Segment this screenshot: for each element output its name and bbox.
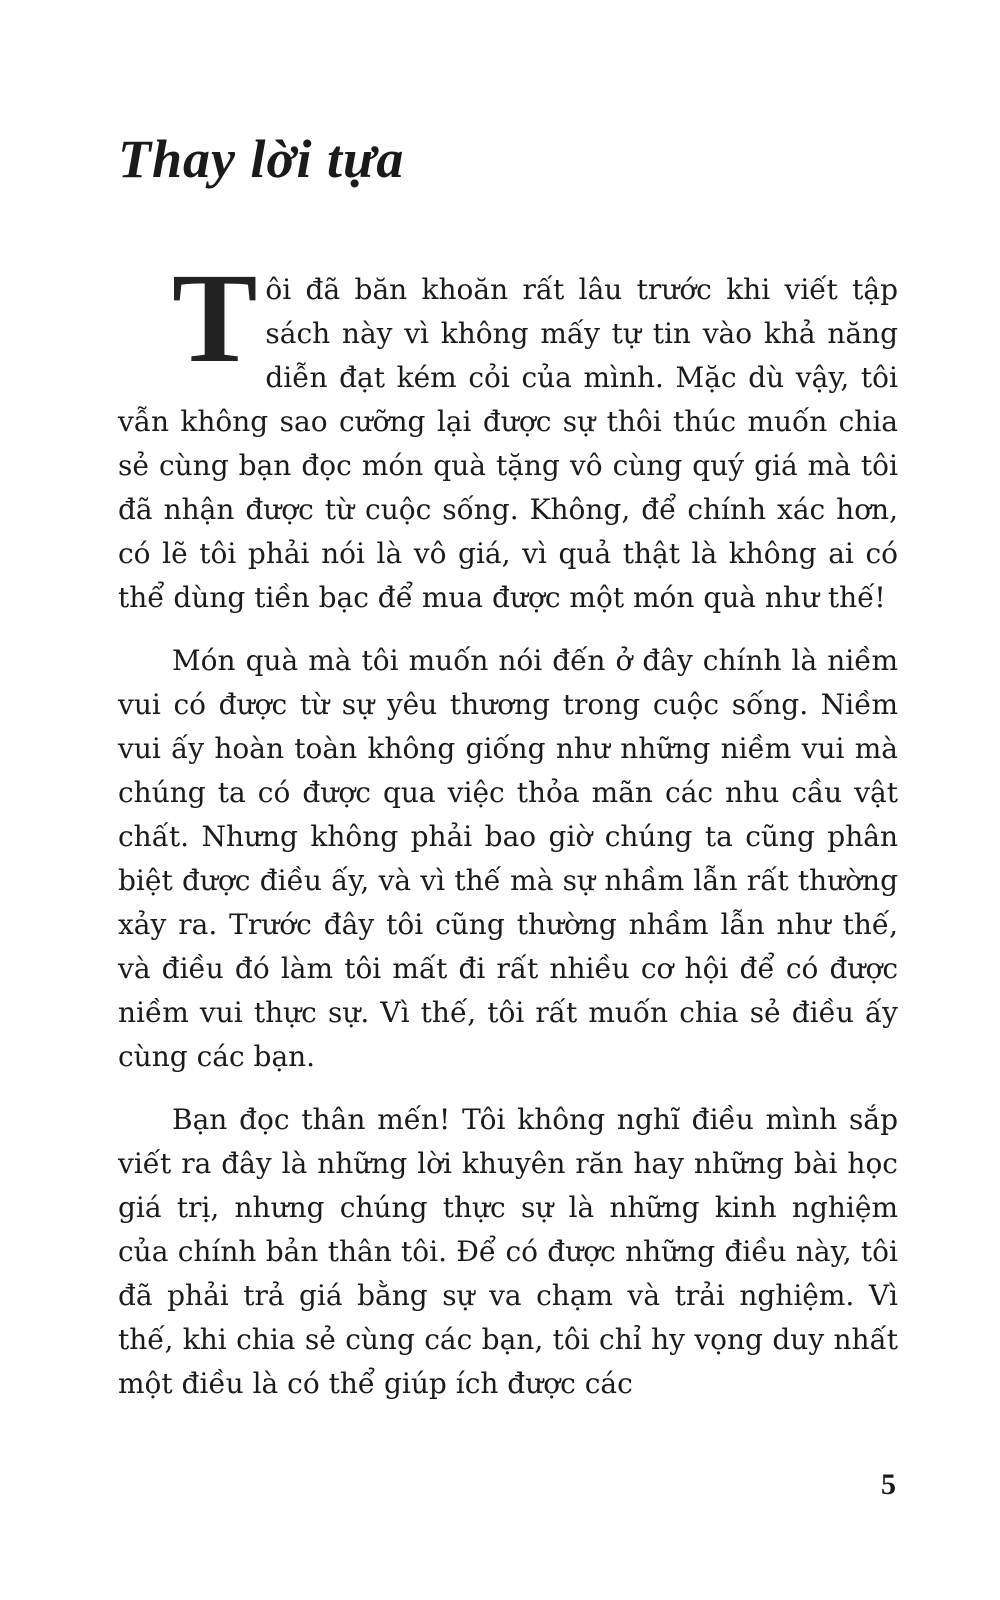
paragraph-1-text: ôi đã băn khoăn rất lâu trước khi viết tập sách này vì không mấy tự tin vào khả năng diễn đạt kém cỏi của mình. Mặc dù vậy, tôi vẫn không sao cưỡng lại được sự thôi thúc muốn chia sẻ cùng bạn đọc món quà tặng vô cùng quý giá mà tôi đã nhận được từ cuộc sống. Không, để chính xác hơn, có lẽ tôi phải nói là vô giá, vì quả thật là không ai có thể dùng tiền bạc để mua được một món quà như thế! (118, 273, 898, 614)
paragraph-3: Bạn đọc thân mến! Tôi không nghĩ điều mình sắp viết ra đây là những lời khuyên răn hay những bài học giá trị, nhưng chúng thực sự là những kinh nghiệm của chính bản thân tôi. Để có được những điều này, tôi đã phải trả giá bằng sự va chạm và trải nghiệm. Vì thế, khi chia sẻ cùng các bạn, tôi chỉ hy vọng duy nhất một điều là có thể giúp ích được các (118, 1103, 898, 1400)
drop-cap: T (172, 247, 258, 389)
page-number: 5 (881, 1468, 896, 1501)
paragraph-2: Món quà mà tôi muốn nói đến ở đây chính là niềm vui có được từ sự yêu thương trong cuộc sống. Niềm vui ấy hoàn toàn không giống như những niềm vui mà chúng ta có được qua việc thỏa mãn các nhu cầu vật chất. Nhưng không phải bao giờ chúng ta cũng phân biệt được điều ấy, và vì thế mà sự nhầm lẫn rất thường xảy ra. Trước đây tôi cũng thường nhầm lẫn như thế, và điều đó làm tôi mất đi rất nhiều cơ hội để có được niềm vui thực sự. Vì thế, tôi rất muốn chia sẻ điều ấy cùng các bạn. (118, 644, 898, 1073)
body-text (118, 247, 898, 1425)
chapter-title: Thay lời tựa (118, 129, 405, 189)
paragraph-1 (118, 247, 898, 620)
